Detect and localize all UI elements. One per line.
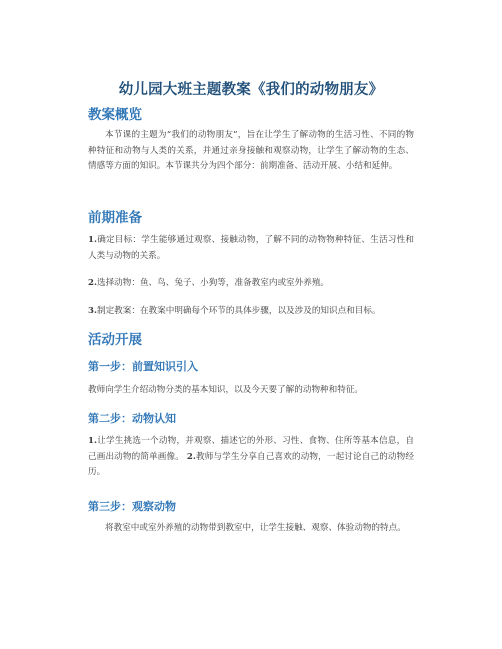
prep-item-2 xyxy=(88,276,414,288)
prep-item-1 xyxy=(88,233,414,264)
prep-item-3-number: 3. xyxy=(88,306,97,316)
heading-activity: 活动开展 xyxy=(88,332,142,348)
step-3-paragraph: 将教室中或室外养殖的动物带到教室中，让学生接触、观察、体验动物的特点。 xyxy=(105,523,406,533)
step-2-number-1: 1. xyxy=(88,436,97,446)
step-2-text-1: 让学生挑选一个动物，并观察、描述它的外形、习性、食物、住所等基本信息，自己画出动物的简单画像。 xyxy=(88,436,414,462)
prep-item-2-number: 2. xyxy=(88,278,97,288)
step-2-number-2: 2. xyxy=(186,451,196,462)
heading-step-3: 第三步：观察动物 xyxy=(88,500,176,513)
document-title: 幼儿园大班主题教案《我们的动物朋友》 xyxy=(118,82,384,98)
prep-item-1-text: 确定目标：学生能够通过观察、接触动物，了解不同的动物物种特征、生活习性和人类与动物的关系。 xyxy=(88,235,414,261)
prep-item-3-text: 制定教案：在教案中明确每个环节的具体步骤，以及涉及的知识点和目标。 xyxy=(96,306,381,316)
heading-step-2: 第二步：动物认知 xyxy=(88,412,176,425)
heading-step-1: 第一步：前置知识引入 xyxy=(88,360,198,373)
step-2-paragraph xyxy=(88,434,414,481)
prep-item-2-text: 选择动物：鱼、鸟、兔子、小狗等，准备教室内或室外养殖。 xyxy=(96,278,330,288)
step-2-text-2: 教师与学生分享自己喜欢的动物，一起讨论自己的动物经历。 xyxy=(88,451,414,477)
step-1-paragraph: 教师向学生介绍动物分类的基本知识，以及今天要了解的动物种和特征。 xyxy=(88,385,364,395)
prep-item-3 xyxy=(88,304,414,316)
heading-prep: 前期准备 xyxy=(88,210,142,226)
heading-overview: 教案概览 xyxy=(88,107,142,123)
prep-item-1-number: 1. xyxy=(88,235,97,245)
overview-paragraph: 本节课的主题为“我们的动物朋友”，旨在让学生了解动物的生活习性、不同的物种特征和动物与人类的关系，并通过亲身接触和观察动物，让学生了解动物的生态、情感等方面的知识。本节课共分为四个部分：前期准备、活动开展、小结和延伸。 xyxy=(88,130,414,171)
